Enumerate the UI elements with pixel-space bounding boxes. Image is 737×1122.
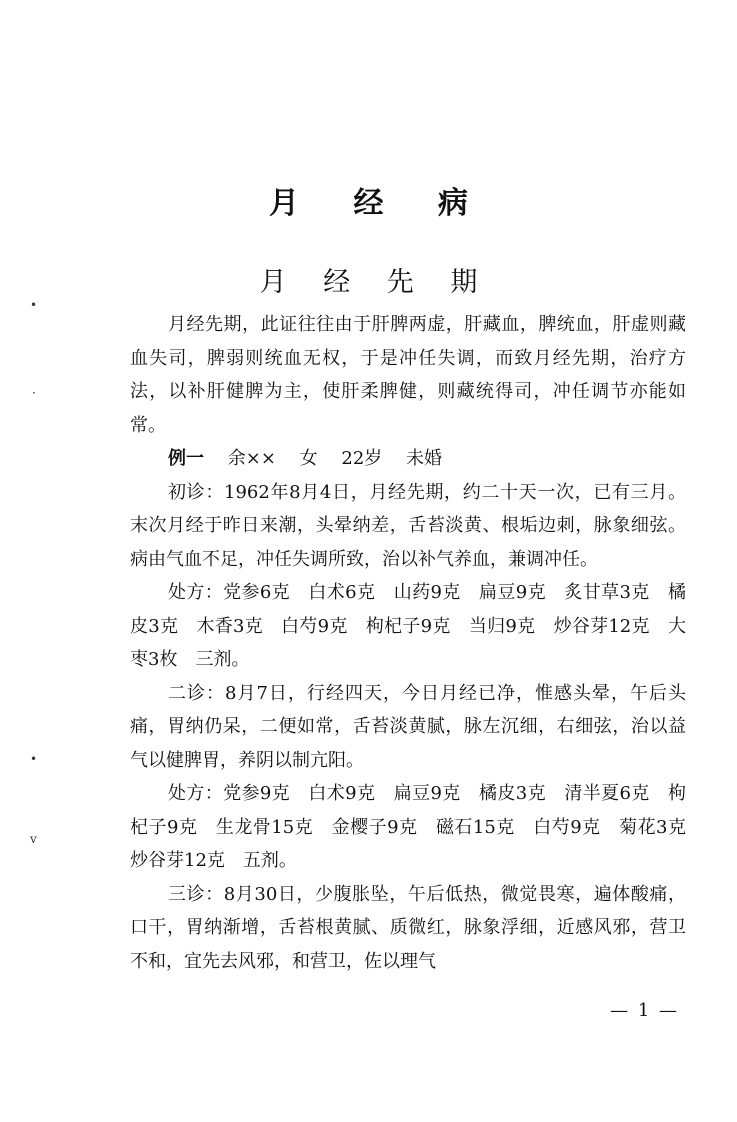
page-number: — 1 —: [610, 1000, 679, 1021]
visit1-paragraph: [130, 476, 686, 577]
case-header: [130, 442, 686, 476]
rx1-text: 党参6克 白术6克 山药9克 扁豆9克 炙甘草3克 橘皮3克 木香3克 白芍9克 枸杞子9克 当归9克 炒谷芽12克 大枣3枚 三剂。: [130, 582, 687, 670]
case-name: 余××: [227, 448, 276, 469]
section-title: 月 经 先 期: [259, 267, 492, 298]
margin-dot: •: [30, 752, 38, 766]
rx2-text: 党参9克 白术9克 扁豆9克 橘皮3克 清半夏6克 枸杞子9克 生龙骨15克 金樱子9克 磁石15克 白芍9克 菊花3克 炒谷芽12克 五剂。: [130, 783, 704, 871]
body-text: [130, 308, 704, 978]
rx2-paragraph: [130, 777, 704, 878]
rx1-paragraph: [130, 576, 686, 677]
visit1-label: 初诊：: [168, 481, 224, 503]
margin-dot: ·: [32, 386, 36, 400]
visit1-text: 1962年8月4日，月经先期，约二十天一次，已有三月。末次月经于昨日来潮，头晕纳差，舌苔淡黄、根垢边刺，脉象细弦。病由气血不足，冲任失调所致，治以补气养血，兼调冲任。: [130, 481, 686, 570]
case-sex: 女: [299, 448, 318, 469]
case-label: 例一: [168, 448, 204, 469]
margin-dot: •: [30, 298, 38, 312]
visit3-label: 三诊：: [168, 883, 224, 905]
visit2-text: 8月7日，行经四天，今日月经已净，惟感头晕，午后头痛，胃纳仍呆，二便如常，舌苔淡黄腻，脉左沉细，右细弦，治以益气以健脾胃，养阴以制亢阳。: [130, 682, 687, 771]
visit2-paragraph: [130, 677, 686, 778]
visit3-paragraph: [130, 878, 686, 979]
visit2-label: 二诊：: [168, 682, 226, 704]
case-status: 未婚: [406, 448, 443, 469]
rx1-label: 处方：: [168, 582, 224, 603]
intro-paragraph: 月经先期，此证往往由于肝脾两虚，肝藏血，脾统血，肝虚则藏血失司，脾弱则统血无权，于是冲任失调，而致月经先期，治疗方法，以补肝健脾为主，使肝柔脾健，则藏统得司，冲任调节亦能如常。: [130, 314, 686, 436]
case-age: 22岁: [341, 448, 383, 469]
chapter-title: 月 经 病: [269, 186, 490, 221]
visit3-text: 8月30日，少腹胀坠，午后低热，微觉畏寒，遍体酸痛，口干，胃纳渐增，舌苔根黄腻、质微红，脉象浮细，近感风邪，营卫不和，宜先去风邪，和营卫，佐以理气: [130, 883, 687, 972]
margin-mark-v: v: [30, 832, 37, 846]
rx2-label: 处方：: [168, 783, 224, 804]
